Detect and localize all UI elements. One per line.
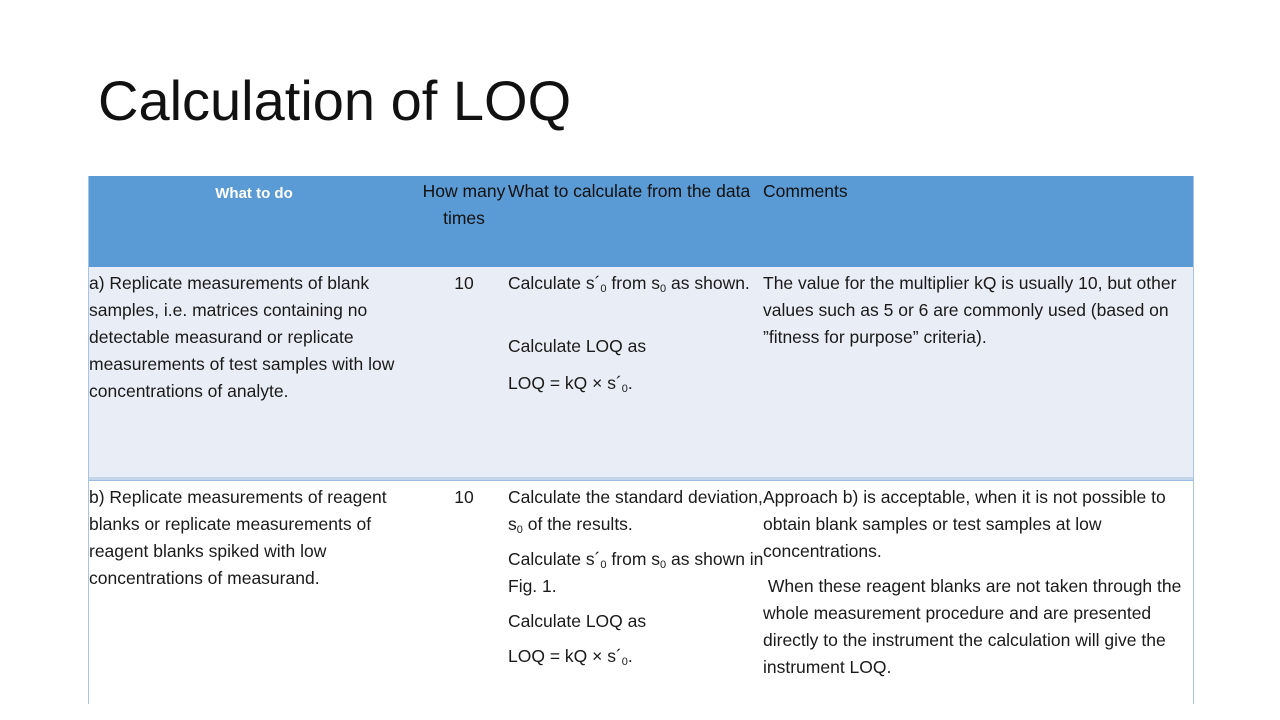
slide-title: Calculation of LOQ: [98, 69, 572, 132]
cell-what-to-do: a) Replicate measurements of blank samples, i.e. matrices containing no detectable measurand or replicate measurements of test samples with low concentrations of analyte.: [89, 273, 395, 401]
header-comments: Comments: [763, 181, 848, 201]
calc-line-loq-formula: LOQ = kQ × $s´_0$.: [508, 373, 633, 395]
header-what-to-do: What to do: [215, 185, 293, 202]
calc-line-std-dev: Calculate the standard deviation, $s_0$ of the results.: [508, 487, 763, 536]
cell-comments: The value for the multiplier kQ is usually 10, but other values such as 5 or 6 are commonly used (based on ”fitness for purpose” criteria).: [763, 273, 1177, 347]
table-header-row: [89, 176, 1193, 267]
table-row: [89, 267, 1193, 480]
calc-line-loq-as: Calculate LOQ as: [508, 336, 647, 356]
comment-paragraph-1: Approach b) is acceptable, when it is not possible to obtain blank samples or test samples at low concentrations.: [763, 487, 1166, 561]
comment-paragraph-2: When these reagent blanks are not taken through the whole measurement procedure and are presented directly to the instrument the calculation will give the instrument LOQ.: [763, 576, 1187, 677]
calc-line-s-prime: Calculate $s´_0$ from $s_0$ as shown in Fig. 1.: [508, 549, 764, 596]
loq-table: [88, 176, 1194, 704]
header-what-to-calculate: What to calculate from the data: [508, 181, 751, 201]
cell-what-to-calculate: [508, 481, 764, 670]
cell-how-many-times: 10: [454, 273, 474, 293]
cell-what-to-calculate: [508, 267, 764, 397]
cell-how-many-times: 10: [454, 487, 474, 507]
calc-line-loq-as: Calculate LOQ as: [508, 611, 647, 631]
cell-comments: [763, 481, 1195, 681]
calc-line-s-prime: Calculate $s´_0$ from $s_0$ as shown.: [508, 273, 750, 295]
table-row: [89, 480, 1193, 704]
cell-what-to-do: b) Replicate measurements of reagent blanks or replicate measurements of reagent blanks spiked with low concentrations of measurand.: [89, 487, 387, 588]
header-how-many-times: How many times: [422, 181, 506, 228]
calc-line-loq-formula: LOQ = kQ × $s´_0$.: [508, 646, 633, 668]
